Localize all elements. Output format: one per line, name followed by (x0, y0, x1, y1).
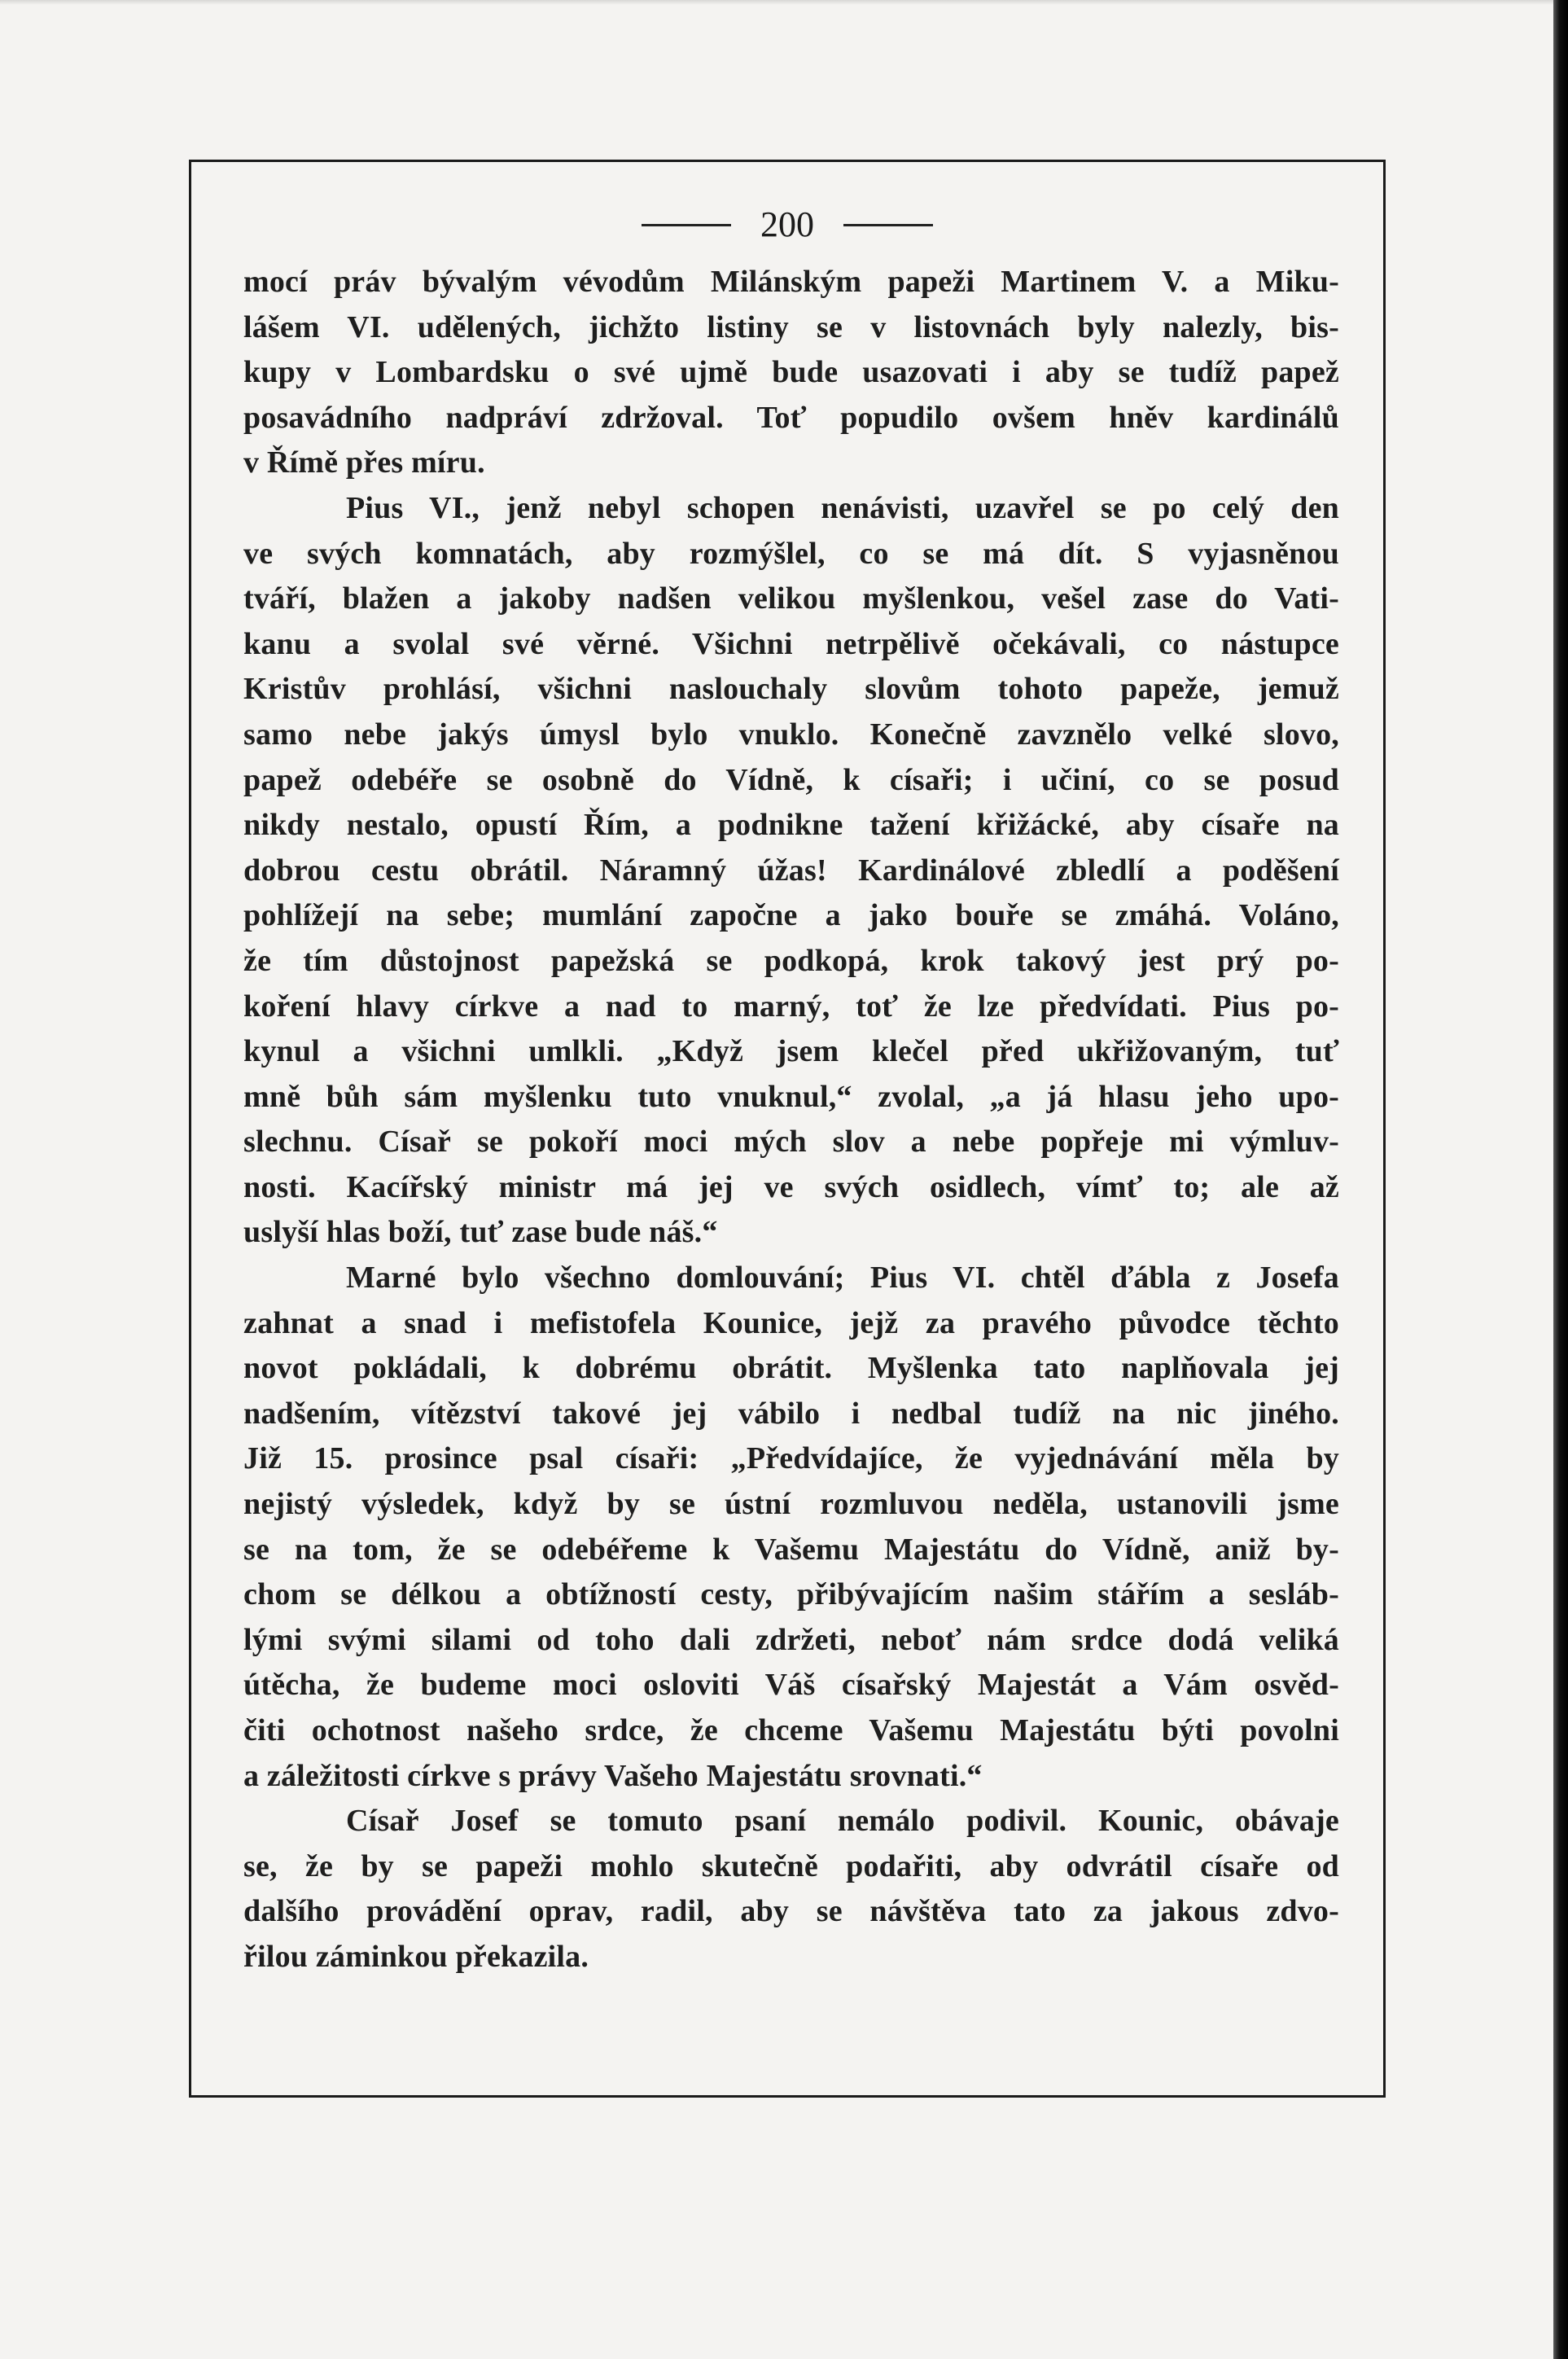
text-line: Císař Josef se tomuto psaní nemálo podivil. Kounic, obávaje (346, 1804, 1339, 1839)
header-rule-left (642, 224, 731, 226)
text-line: posavádního nadpráví zdržoval. Toť popudilo ovšem hněv kardinálů (243, 400, 1339, 435)
scan-top-edge (0, 0, 1568, 5)
page-number: 200 (760, 204, 814, 244)
text-line: dobrou cestu obrátil. Náramný úžas! Kardinálové zbledlí a poděšení (243, 853, 1339, 888)
text-line: v Římě přes míru. (243, 445, 485, 480)
text-line: pohlížejí na sebe; mumlání započne a jako bouře se zmáhá. Voláno, (243, 898, 1339, 933)
text-line: se, že by se papeži mohlo skutečně podařiti, aby odvrátil císaře od (243, 1848, 1339, 1883)
text-line: útěcha, že budeme moci osloviti Váš císařský Majestát a Vám osvěd- (243, 1668, 1339, 1703)
text-line: lými svými silami od toho dali zdržeti, neboť nám srdce dodá veliká (243, 1622, 1339, 1657)
text-line: kanu a svolal své věrné. Všichni netrpělivě očekávali, co nástupce (243, 626, 1339, 661)
text-line: Již 15. prosince psal císaři: „Předvídajíce, že vyjednávání měla by (243, 1441, 1339, 1476)
text-line: nadšením, vítězství takové jej vábilo i nedbal tudíž na nic jiného. (243, 1396, 1339, 1431)
paragraph-4 (243, 1799, 1339, 1980)
page-header (191, 204, 1383, 245)
text-line: kynul a všichni umlkli. „Když jsem klečel před ukřižovaným, tuť (243, 1034, 1339, 1069)
text-line: řilou záminkou překazila. (243, 1939, 589, 1974)
text-line: zahnat a snad i mefistofela Kounice, jejž za pravého původce těchto (243, 1305, 1339, 1340)
text-line: kupy v Lombardsku o své ujmě bude usazovati i aby se tudíž papež (243, 355, 1339, 390)
text-line: nosti. Kacířský ministr má jej ve svých osidlech, vímť to; ale až (243, 1169, 1339, 1204)
text-line: uslyší hlas boží, tuť zase bude náš.“ (243, 1215, 718, 1250)
paragraph-3 (243, 1256, 1339, 1799)
text-line: samo nebe jakýs úmysl bylo vnuklo. Konečně zavznělo velké slovo, (243, 717, 1339, 752)
text-line: slechnu. Císař se pokoří moci mých slov a nebe popřeje mi výmluv- (243, 1125, 1339, 1160)
scan-right-edge (1553, 0, 1568, 2359)
text-line: koření hlavy církve a nad to marný, toť že lze předvídati. Pius po- (243, 989, 1339, 1024)
header-rule-right (843, 224, 933, 226)
text-line: papež odebéře se osobně do Vídně, k císaři; i učiní, co se posud (243, 762, 1339, 797)
text-line: nejistý výsledek, když by se ústní rozmluvou neděla, ustanovili jsme (243, 1487, 1339, 1522)
body-text (243, 260, 1339, 1980)
text-line: Pius VI., jenž nebyl schopen nenávisti, uzavřel se po celý den (346, 490, 1339, 525)
page-frame (189, 160, 1386, 2098)
text-line: novot pokládali, k dobrému obrátit. Myšlenka tato naplňovala jej (243, 1351, 1339, 1386)
text-line: a záležitosti církve s právy Vašeho Majestátu srovnati.“ (243, 1758, 983, 1793)
text-line: ve svých komnatách, aby rozmýšlel, co se má dít. S vyjasněnou (243, 536, 1339, 571)
text-line: Marné bylo všechno domlouvání; Pius VI. chtěl ďábla z Josefa (346, 1261, 1339, 1296)
text-line: lášem VI. udělených, jichžto listiny se v listovnách byly nalezly, bis- (243, 309, 1339, 344)
text-line: Kristův prohlásí, všichni naslouchaly slovům tohoto papeže, jemuž (243, 672, 1339, 707)
text-line: mně bůh sám myšlenku tuto vnuknul,“ zvolal, „a já hlasu jeho upo- (243, 1079, 1339, 1114)
text-line: dalšího provádění oprav, radil, aby se návštěva tato za jakous zdvo- (243, 1894, 1339, 1929)
paragraph-2 (243, 486, 1339, 1256)
text-line: čiti ochotnost našeho srdce, že chceme Vašemu Majestátu býti povolni (243, 1713, 1339, 1747)
text-line: chom se délkou a obtížností cesty, přibývajícím našim stářím a sesláb- (243, 1577, 1339, 1612)
text-line: tváří, blažen a jakoby nadšen velikou myšlenkou, vešel zase do Vati- (243, 581, 1339, 616)
text-line: se na tom, že se odebéřeme k Vašemu Majestátu do Vídně, aniž by- (243, 1532, 1339, 1567)
text-line: mocí práv bývalým vévodům Milánským papeži Martinem V. a Miku- (243, 265, 1339, 299)
text-line: že tím důstojnost papežská se podkopá, krok takový jest prý po- (243, 943, 1339, 978)
text-line: nikdy nestalo, opustí Řím, a podnikne tažení křižácké, aby císaře na (243, 808, 1339, 843)
paragraph-1 (243, 260, 1339, 486)
